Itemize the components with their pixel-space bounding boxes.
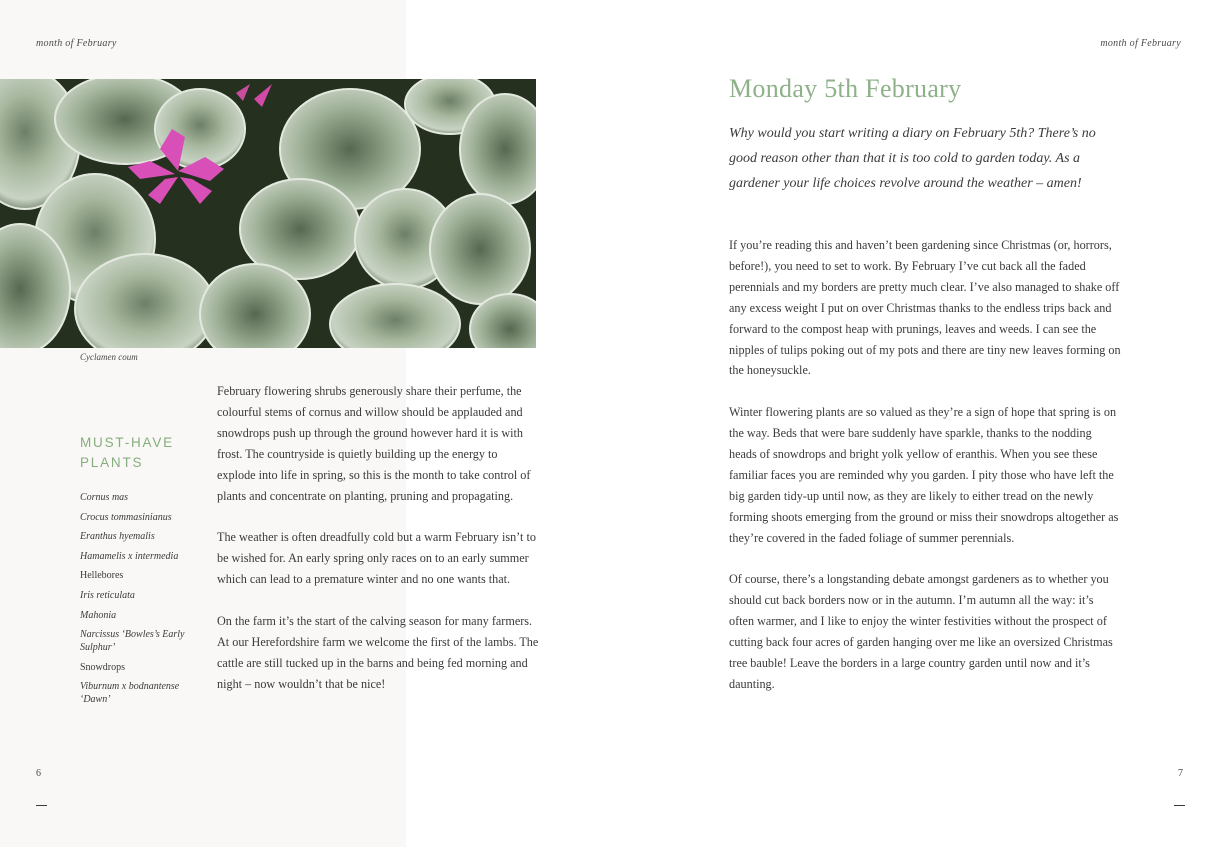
heading-line-1: MUST-HAVE: [80, 435, 174, 450]
must-have-plants-heading: [80, 433, 200, 473]
list-item: Crocus tommasinianus: [80, 511, 172, 523]
list-item: Iris reticulata: [80, 589, 135, 601]
photo-caption: Cyclamen coum: [80, 352, 138, 362]
list-item: Narcissus ‘Bowles’s Early Sulphur’: [80, 629, 185, 654]
page-number-right: 7: [1178, 768, 1183, 779]
page-number-left: 6: [36, 768, 41, 779]
list-item: Cornus mas: [80, 492, 129, 503]
heading-line-2: PLANTS: [80, 455, 144, 470]
paragraph: On the farm it’s the start of the calving season for many farmers. At our Herefordshire farm we welcome the first of the lambs. The cattle are still tucked up in the barns and being fed morning and night – now wouldn’t that be nice!: [217, 613, 539, 691]
left-body-text: [217, 381, 539, 715]
list-item: Snowdrops: [80, 661, 126, 673]
footer-rule-right: [1174, 805, 1185, 806]
footer-rule-left: [36, 805, 47, 806]
list-item: Hellebores: [80, 570, 124, 582]
cyclamen-photo: [0, 79, 536, 348]
cyclamen-illustration: [0, 79, 536, 348]
running-head-right: month of February: [1100, 38, 1181, 49]
running-head-left: month of February: [36, 38, 117, 49]
diary-date-heading: Monday 5th February: [729, 74, 962, 103]
list-item: Eranthus hyemalis: [80, 531, 155, 543]
right-body-text: [729, 235, 1121, 716]
paragraph: February flowering shrubs generously share their perfume, the colourful stems of cornus and willow should be applauded and snowdrops push up through the ground however hard it is with frost. The countryside is quietly building up the energy to explode into life in spring, so this is the month to take control of plants and concentrate on planting, pruning and propagating.: [217, 384, 531, 503]
list-item: Hamamelis x intermedia: [80, 550, 179, 562]
paragraph: Winter flowering plants are so valued as they’re a sign of hope that spring is on the way. Beds that were bare suddenly have sparkle, thanks to the nodding heads of snowdrops and bright yolk yellow of eranthis. When you see these familiar faces you are reminded why you garden. I pity those who have left the big garden tidy-up until now, as they are likely to either tread on the newly forming shoots emerging from the ground or miss their snowdrops altogether as they’re covered in the faded foliage of summer perennials.: [729, 405, 1119, 545]
plant-list: [80, 491, 210, 713]
list-item: Viburnum x bodnantense ‘Dawn’: [80, 681, 180, 706]
intro-paragraph: Why would you start writing a diary on February 5th? There’s no good reason other than that it is too cold to garden today. As a gardener your life choices revolve around the weather – amen!: [729, 126, 1096, 191]
paragraph: If you’re reading this and haven’t been gardening since Christmas (or, horrors, before!), you need to set to work. By February I’ve cut back all the faded perennials and my borders are pretty much clear. I’ve also managed to shake off any excess weight I put on over Christmas thanks to the endless trips back and forward to the compost heap with prunings, leaves and weeds. I can see the nipples of tulips poking out of my pots and there are tiny new leaves forming on the honeysuckle.: [729, 238, 1121, 378]
list-item: Mahonia: [80, 609, 117, 621]
paragraph: The weather is often dreadfully cold but a warm February isn’t to be wished for. An early spring only races on to an early summer which can lead to a premature winter and no one wants that.: [217, 530, 536, 587]
paragraph: Of course, there’s a longstanding debate amongst gardeners as to whether you should cut back borders now or in the autumn. I’m autumn all the way: it’s often warmer, and I like to enjoy the winter festivities without the prospect of cutting back four acres of garden hanging over me like an oversized Christmas tree bauble! Leave the borders in a large country garden until now and it’s daunting.: [729, 572, 1113, 691]
